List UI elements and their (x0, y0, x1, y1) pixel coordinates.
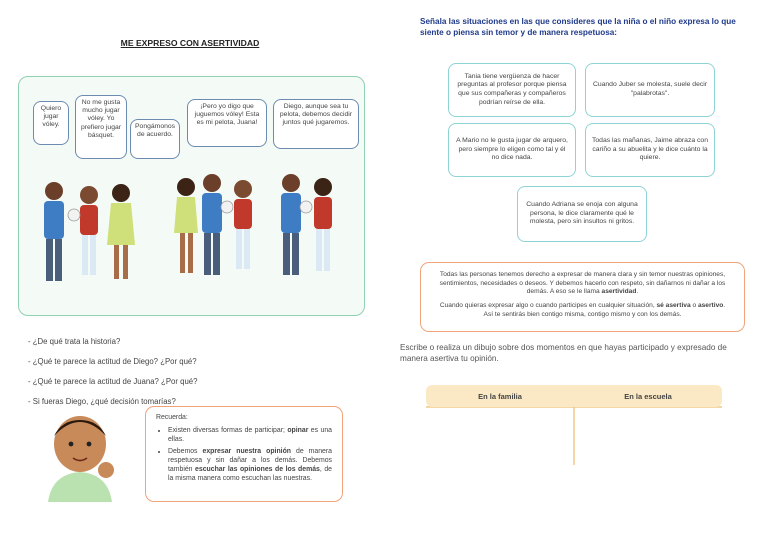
situation-card-2[interactable]: Cuando Juber se molesta, suele decir "palabrotas". (585, 63, 715, 117)
child-girl-1 (68, 186, 98, 275)
remember-title: Recuerda: (156, 414, 188, 421)
write-prompt: Escribe o realiza un dibujo sobre dos momentos en que hayas participado y expresado de manera asertiva tu opinión. (400, 343, 727, 363)
page-title-right: Señala las situaciones en las que consideres que la niña o el niño expresa lo que siente o piensa sin temor y de manera respetuosa: (420, 17, 736, 37)
speech-bubble-3: Pongámonos de acuerdo. (130, 119, 180, 159)
page-title-left: ME EXPRESO CON ASERTIVIDAD (120, 38, 260, 48)
child-girl-4 (234, 180, 252, 269)
speech-bubble-2: No me gusta mucho jugar vóley. Yo prefiero jugar básquet. (75, 95, 127, 159)
situation-card-5[interactable]: Cuando Adriana se enoja con alguna persona, le dice claramente qué le molesta, pero sin insultos ni gritos. (517, 186, 647, 242)
situation-card-1[interactable]: Tania tiene vergüenza de hacer preguntas al profesor porque piensa que sus compañeras y compañeros podrían reírse de ella. (448, 63, 576, 117)
question-3: - ¿Qué te parece la actitud de Juana? ¿Por qué? (28, 377, 198, 386)
children-illustration (19, 77, 364, 315)
table-header-school: En la escuela (624, 391, 672, 401)
info-paragraph-2: Cuando quieras expresar algo o cuando participes en cualquier situación, sé asertiva o asertivo. Así te sentirás bien contigo misma, contigo mismo y con los demás. (439, 302, 726, 318)
child-girl-3 (174, 178, 198, 273)
speech-bubble-4: ¡Pero yo digo que juguemos vóley! Esta es mi pelota, Juana! (187, 99, 267, 147)
speech-bubble-1: Quiero jugar vóley. (33, 101, 69, 145)
child-girl-2 (107, 184, 135, 279)
question-2: - ¿Qué te parece la actitud de Diego? ¿Por qué? (28, 357, 197, 366)
assertiveness-info-box (420, 262, 745, 332)
speech-bubble-5: Diego, aunque sea tu pelota, debemos decidir juntos qué jugaremos. (273, 99, 359, 149)
question-1: - ¿De qué trata la historia? (28, 337, 121, 346)
situation-card-3[interactable]: A Mario no le gusta jugar de arquero, pero siempre lo eligen como tal y él no dice nada. (448, 123, 576, 177)
remember-box (145, 406, 343, 502)
info-paragraph-1: Todas las personas tenemos derecho a expresar de manera clara y sin temor nuestras opiniones, sentimientos, necesidades o deseos. Y debemos hacerlo con respeto, sin dañarnos ni dañar a los demás. A eso se le llama asertividad. (439, 271, 726, 296)
remember-item-2: • Debemos expresar nuestra opinión de manera respetuosa y sin dañar a los demás. Debemos también escuchar las opiniones de los demás, de la misma manera como escuchan las nuestras. (168, 447, 332, 483)
child-girl-5 (314, 178, 332, 271)
thinking-boy-illustration (38, 410, 126, 502)
table-header-family: En la familia (478, 391, 522, 401)
child-boy-2 (202, 174, 233, 275)
story-illustration-panel (18, 76, 365, 316)
remember-item-1: • Existen diversas formas de participar; opinar es una ellas. (168, 426, 332, 444)
situation-card-4[interactable]: Todas las mañanas, Jaime abraza con cariño a su abuelita y le dice cuánto la quiere. (585, 123, 715, 177)
question-4: - Si fueras Diego, ¿qué decisión tomarías? (28, 397, 176, 406)
child-boy-3 (281, 174, 312, 275)
answer-table-header (426, 385, 722, 407)
child-boy-1 (44, 182, 64, 281)
